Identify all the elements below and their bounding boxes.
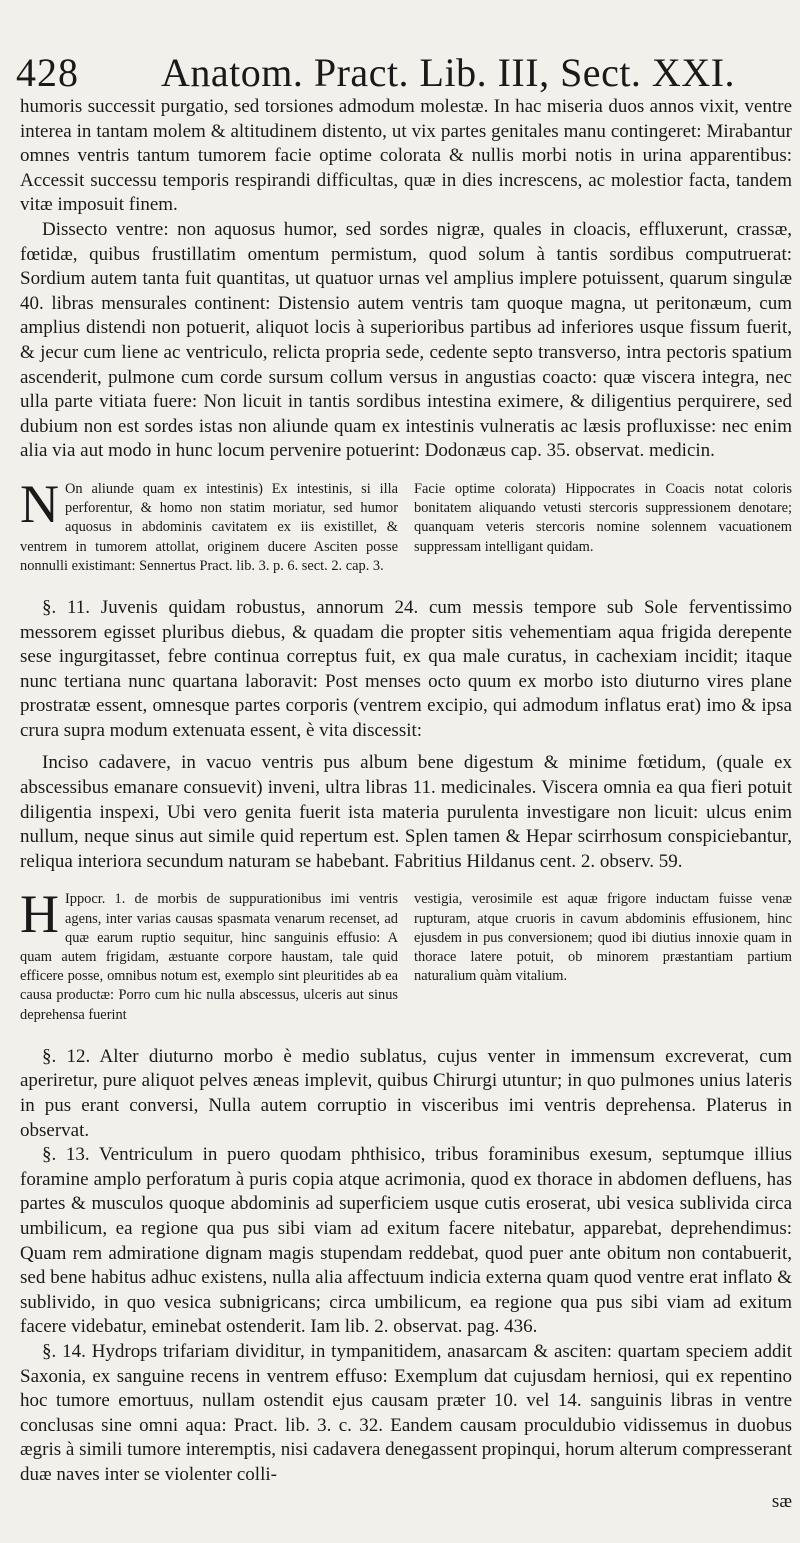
annotation-right-column [414,480,792,576]
annotation-text: Ippocr. 1. de morbis de suppurationibus imi ventris agens, inter varias causas spasmata venarum recenset, ad quæ earum ruptio sequitur, hinc sanguinis effusio: A quam autem frigidam, æstuante corpore haustam, tale quid efficere posse, omnibus notum est, exemplo sint pleuritides ab ea causa productæ: Porro cum hic nulla abscessus, ulceris aut sinus deprehensa fuerint [20,891,398,1023]
page-number: 428 [16,50,79,95]
page-body [20,95,792,1514]
annotation-block-1 [20,473,792,576]
paragraph-section-13: §. 13. Ventriculum in puero quodam phthisico, tribus foraminibus exesum, septumque illius foramine amplo perforatum à puris copia atque acrimonia, quod ex thorace in abdomen defluens, has partes & musculos quoque abdominis ad superficiem usque cutis eroserat, ubi vesica sublivida circa umbilicum, ea regione qua pus sibi viam ad exitum facere nitebatur, apparebat, deprehendimus: Quam rem admiratione dignam magis stupendam reddebat, quod puer ante obitum non contabuerit, sed bene habitus adhuc existens, nulla alia affectuum indicia externa quam quod ventre erat inflato & sublivido, in quo vesica subnigricans; circa umbilicum, ea regione qua pus sibi viam ad exitum facere videbatur, eminebat ostenderit. Iam lib. 2. observat. pag. 436. [20,1144,792,1338]
annotation-right-column [414,890,792,1024]
annotation-text: Facie optime colorata) Hippocrates in Coacis notat coloris bonitatem aliquando vetusti stercoris suppressionem denotare; quanquam veteris stercoris nomine solennem vacuationem suppressam intelligant quidam. [414,480,792,555]
annotation-left-column [20,473,398,576]
annotation-left-column [20,884,398,1024]
annotation-block-2 [20,884,792,1024]
running-title: Anatom. Pract. Lib. III, Sect. XXI. [161,50,736,95]
paragraph-incision: Inciso cadavere, in vacuo ventris pus album bene digestum & minime fœtidum, (quale ex abscessibus emanare consuevit) inveni, ultra libras 11. medicinales. Viscera omnia ea qua fieri potuit diligentia inspexi, Ubi vero genita fuerit ista materia purulenta investigare non licuit: ulcus enim nullum, neque sinus aut simile quid repertum est. Splen tamen & Hepar scirrhosum conspiciebantur, reliqua interiora secundum naturam se habebant. Fabritius Hildanus cent. 2. observ. 59. [20,752,792,872]
drop-cap-initial: N [20,473,59,534]
paragraph-section-14: §. 14. Hydrops trifariam dividitur, in tympanitidem, anasarcam & asciten: quartam speciem addit Saxonia, ex sanguine recens in ventrem effuso: Exemplum dat cujusdam herniosi, qui ex repentino hoc tumore emortuus, nullam ostendit ejus causam præter 10. vel 14. sanguinis libras in ventre conclusas sine omni aqua: Pract. lib. 3. c. 32. Eandem causam proculdubio vidissemus in duobus ægris à simili tumore interemptis, nisi cadavera denegassent propinqui, horum alterum compresserant duæ naves inter se violenter colli- [20,1341,792,1485]
drop-cap-initial: H [20,884,59,945]
paragraph-case-continued: humoris successit purgatio, sed torsiones admodum molestæ. In hac miseria duos annos vixit, ventre interea in tantam molem & altitudinem distento, ut vix partes genitales manu contingeret: Mirabantur omnes ventris tantum tumorem facie optime colorata & nullis morbi notis in urina apparentibus: Accessit successu temporis respirandi difficultas, quæ in dies increscens, ac molestior facta, tandem vitæ imposuit finem. [20,96,792,216]
paragraph-dissection: Dissecto ventre: non aquosus humor, sed sordes nigræ, quales in cloacis, effluxerunt, crassæ, fœtidæ, quibus frustillatim omentum permistum, quod solum à tantis sordibus computruerat: Sordium autem tanta fuit quantitas, ut quatuor urnas vel amplius implere potuissent, quarum singulæ 40. libras mensurales continent: Distensio autem ventris tam quoque magna, ut peritonæum, cum amplius distendi non potuerit, aliquot locis à superioribus partibus ad inferiores usque fissum fuerit, & jecur cum liene ac ventriculo, relicta propria sede, cedente septo transverso, intra pectoris spatium ascenderit, pulmone cum corde sursum collum versus in angustias coacto: quæ viscera integra, nec ulla parte vitiata fuere: Non licuit in tantis sordibus intestina eximere, & diligentius perquirere, sed dubium non est sordes istas non aliunde quam ex intestinis vulneratis ac læsis profluxisse: nec enim alia via aut modo in hunc locum pervenire potuerint: Dodonæus cap. 35. observat. medicin. [20,218,792,462]
paragraph-section-12: §. 12. Alter diuturno morbo è medio sublatus, cujus venter in immensum excreverat, cum aperiretur, pure aliquot pelves æneas implevit, quibus Chirurgi utuntur; in quo pulmones unius lateris in pus erant conversi, Nulla autem corruptio in visceribus imi ventris deprehensa. Platerus in observat. [20,1045,792,1141]
catchword: sæ [771,1490,792,1512]
paragraph-section-11: §. 11. Juvenis quidam robustus, annorum 24. cum messis tempore sub Sole ferventissimo messorem egisset pluribus diebus, & quadam die propter sitis vehementiam aqua frigida derepente sese ingurgitasset, febre continua correptus fuit, ex qua male curatus, in cachexiam incidit; itaque nunc tertiana nunc quartana laboravit: Post menses octo quum ex morbo isto diuturno vires plane prostratæ essent, omnesque partes corporis (ventrem excipio, qui admodum inflatus erat) imo & ipsa crura supra modum extenuata essent, è vita discessit: [20,596,792,741]
annotation-text: vestigia, verosimile est aquæ frigore inductam fuisse venæ rupturam, atque cruoris in cavum abdominis effusionem, hinc ejusdem in pus conversionem; quod ibi diutius innoxie quam in thorace latere potuit, ob minorem præstantiam partium naturalium quàm vitalium. [414,891,792,985]
running-head [16,48,760,98]
annotation-text: On aliunde quam ex intestinis) Ex intestinis, si illa perforentur, & homo non statim moriatur, sed humor aquosus in abdominis cavitatem ex iis existillet, & ventrem in tumorem attollat, originem ducere Asciten posse nonnulli existimant: Sennertus Pract. lib. 3. p. 6. sect. 2. cap. 3. [20,480,398,574]
